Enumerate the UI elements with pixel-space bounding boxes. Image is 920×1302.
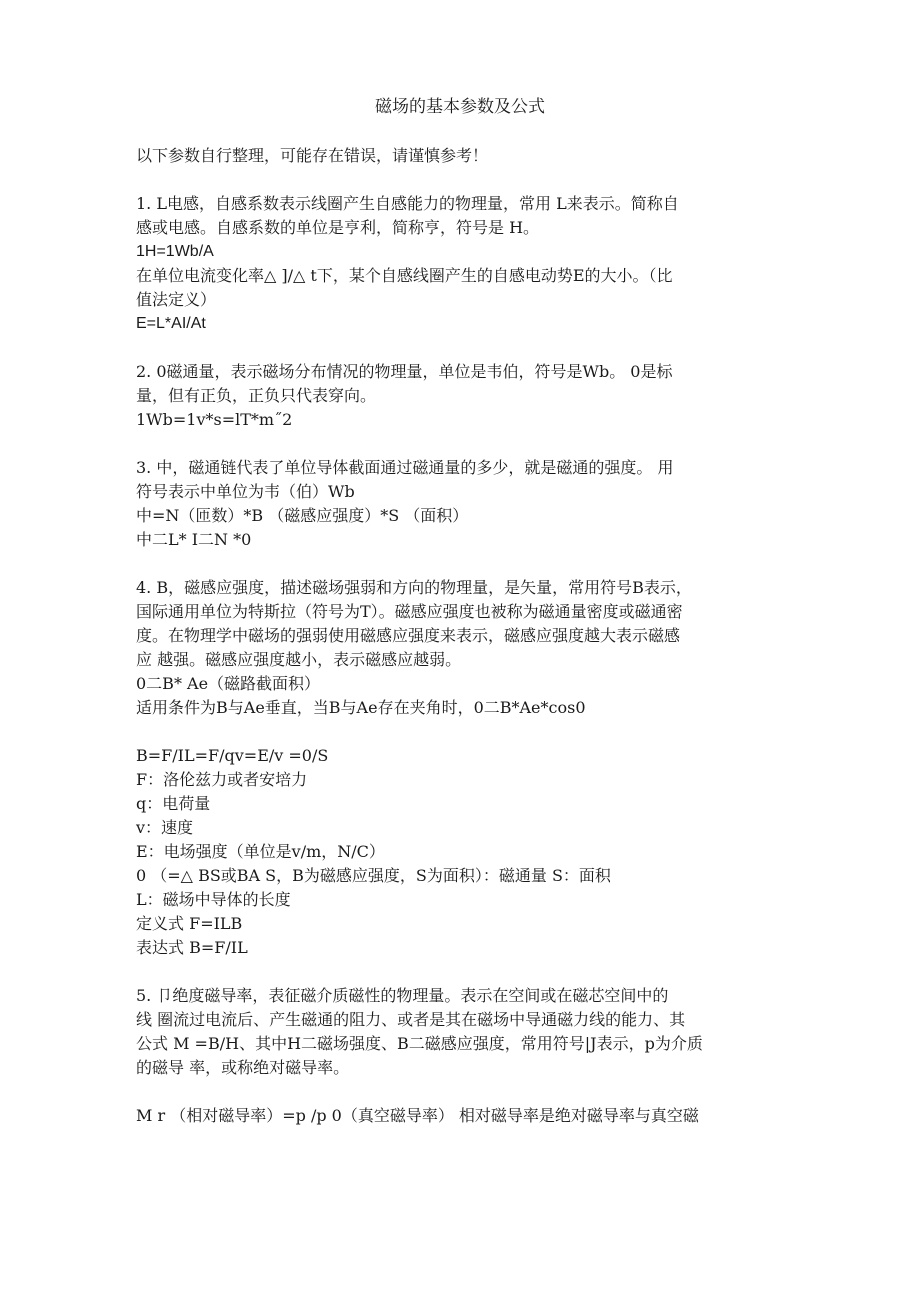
formula-line: E=L*AI/At (136, 315, 206, 332)
definition-line: 0 （=△ BS或BA S，B为磁感应强度，S为面积）：磁通量 S：面积 (136, 866, 611, 885)
definition-line: v：速度 (136, 818, 194, 837)
text-line: 国际通用单位为特斯拉（符号为T）。磁感应强度也被称为磁通量密度或磁通密 (136, 602, 683, 621)
text-line: 公式 M =B/H、其中H二磁场强度、B二磁感应强度，常用符号|J表示，p为介质 (136, 1034, 703, 1053)
text-line: 4. B，磁感应强度，描述磁场强弱和方向的物理量，是矢量，常用符号B表示， (136, 578, 692, 597)
formula-line: 1H=1Wb/A (136, 243, 214, 260)
text-line: 应 越强。磁感应强度越小，表示磁感应越弱。 (136, 650, 462, 669)
text-line: 符号表示中单位为韦（伯）Wb (136, 482, 355, 501)
formula-line: 中二L* I二N *0 (136, 530, 252, 549)
definition-line: F：洛伦兹力或者安培力 (136, 770, 308, 789)
text-line: 2. 0磁通量，表示磁场分布情况的物理量，单位是韦伯，符号是Wb。 0是标 (136, 362, 673, 381)
text-line: 度。在物理学中磁场的强弱使用磁感应强度来表示，磁感应强度越大表示磁感 (136, 626, 681, 645)
formula-line: B=F/IL=F/qv=E/v =0/S (136, 746, 329, 765)
definition-line: E：电场强度（单位是v/m，N/C） (136, 842, 385, 861)
definition-line: L：磁场中导体的长度 (136, 890, 291, 909)
text-line: 在单位电流变化率△ ]/△ t下，某个自感线圈产生的自感电动势E的大小。（比 (136, 266, 673, 285)
text-line: 的磁导 率，或称绝对磁导率。 (136, 1058, 350, 1077)
text-line: 线 圈流过电流后、产生磁通的阻力、或者是其在磁场中导通磁力线的能力、其 (136, 1010, 686, 1029)
page-title: 磁场的基本参数及公式 (375, 97, 545, 117)
text-line: 5. 卩绝度磁导率，表征磁介质磁性的物理量。表示在空间或在磁芯空间中的 (136, 986, 669, 1005)
text-line: 3. 中，磁通链代表了单位导体截面通过磁通量的多少，就是磁通的强度。 用 (136, 458, 674, 477)
text-line: 量，但有正负，正负只代表穿向。 (136, 386, 377, 405)
text-line: 1. L电感，自感系数表示线圈产生自感能力的物理量，常用 L来表示。简称自 (136, 194, 679, 213)
formula-line: 表达式 B=F/IL (136, 938, 248, 957)
intro-line: 以下参数自行整理，可能存在错误，请谨慎参考！ (136, 146, 489, 165)
document-body (136, 144, 786, 1128)
text-line: 值法定义） (136, 290, 217, 309)
text-line: M r （相对磁导率）=p /p 0（真空磁导率） 相对磁导率是绝对磁导率与真空磁 (136, 1106, 699, 1125)
formula-line: 1Wb=1v*s=lT*m˝2 (136, 410, 293, 429)
formula-line: 定义式 F=ILB (136, 914, 243, 933)
definition-line: q：电荷量 (136, 794, 211, 813)
formula-line: 中=N（匝数）*B （磁感应强度）*S （面积） (136, 506, 469, 525)
text-line: 感或电感。自感系数的单位是亨利，简称亨，符号是 H。 (136, 218, 540, 237)
formula-line: 0二B* Ae（磁路截面积） (136, 674, 321, 693)
text-line: 适用条件为B与Ae垂直，当B与Ae存在夹角时，0二B*Ae*cos0 (136, 698, 586, 717)
